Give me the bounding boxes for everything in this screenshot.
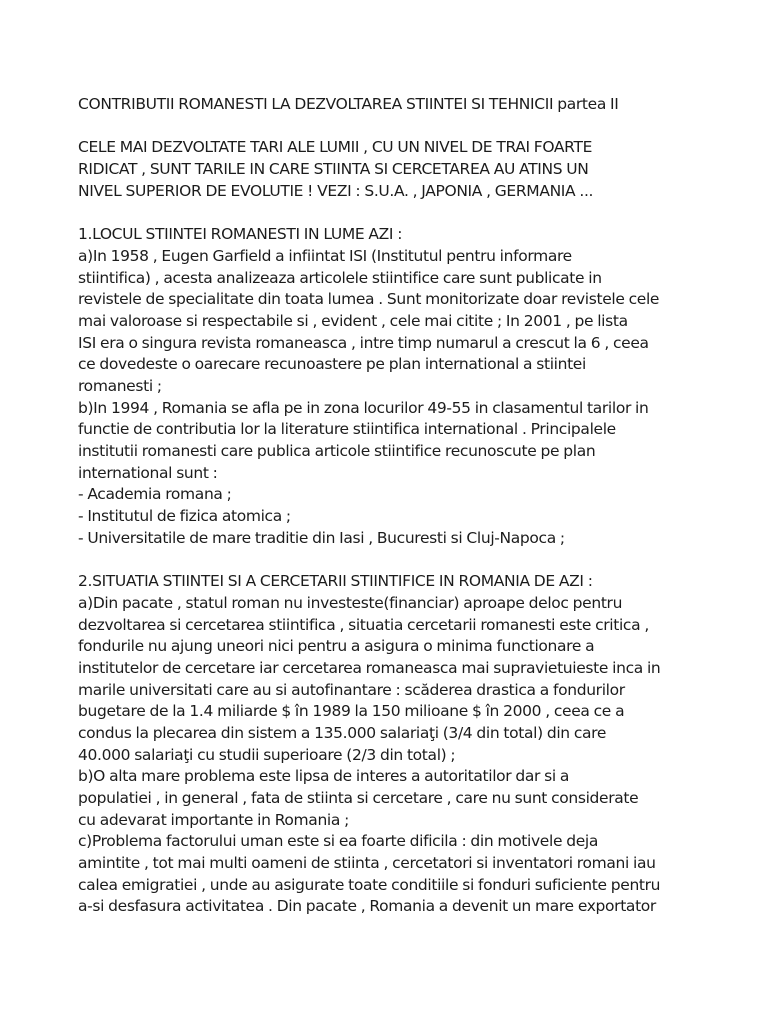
text-line: institutelor de cercetare iar cercetarea romaneasca mai supravietuieste inca in [78, 658, 661, 677]
text-line: romanesti ; [78, 376, 162, 395]
document-page [78, 94, 702, 918]
list-item: - Universitatile de mare traditie din Iasi , Bucuresti si Cluj-Napoca ; [78, 528, 565, 547]
text-line: functie de contributia lor la literature stiintifica international . Principalele [78, 420, 616, 439]
text-line: condus la plecarea din sistem a 135.000 salariaţi (3/4 din total) din care [78, 723, 607, 742]
spacer [78, 116, 702, 138]
text-line: a-si desfasura activitatea . Din pacate , Romania a devenit un mare exportator [78, 897, 656, 916]
text-line: stiintifica) , acesta analizeaza articolele stiintifice care sunt publicate in [78, 268, 602, 287]
text-line: b)In 1994 , Romania se afla pe in zona locurilor 49-55 in clasamentul tarilor in [78, 398, 649, 417]
text-line: ISI era o singura revista romaneasca , intre timp numarul a crescut la 6 , ceea [78, 333, 649, 352]
text-line: 40.000 salariaţi cu studii superioare (2/3 din total) ; [78, 745, 456, 764]
text-line: populatiei , in general , fata de stiinta si cercetare , care nu sunt considerate [78, 789, 639, 807]
text-line: bugetare de la 1.4 miliarde $ în 1989 la 150 milioane $ în 2000 , ceea ce a [78, 702, 625, 721]
text-line: RIDICAT , SUNT TARILE IN CARE STIINTA SI CERCETAREA AU ATINS UN [78, 160, 589, 179]
spacer [78, 202, 702, 224]
text-line: b)O alta mare problema este lipsa de interes a autoritatilor dar si a [78, 767, 570, 786]
text-line: international sunt : [78, 463, 218, 482]
text-line: dezvoltarea si cercetarea stiintifica , situatia cercetarii romanesti este critica , [78, 615, 649, 634]
spacer [78, 549, 702, 571]
list-item: - Institutul de fizica atomica ; [78, 507, 291, 526]
text-line: CELE MAI DEZVOLTATE TARI ALE LUMII , CU UN NIVEL DE TRAI FOARTE [78, 138, 593, 157]
text-line: NIVEL SUPERIOR DE EVOLUTIE ! VEZI : S.U.A. , JAPONIA , GERMANIA ... [78, 181, 594, 200]
text-line: amintite , tot mai multi oameni de stiinta , cercetatori si inventatori romani iau [78, 854, 656, 873]
text-line: a)Din pacate , statul roman nu investeste(financiar) aproape deloc pentru [78, 593, 623, 612]
text-line: c)Problema factorului uman este si ea foarte dificila : din motivele deja [78, 832, 598, 851]
section-heading: 1.LOCUL STIINTEI ROMANESTI IN LUME AZI : [78, 225, 403, 244]
section-heading: 2.SITUATIA STIINTEI SI A CERCETARII STIINTIFICE IN ROMANIA DE AZI : [78, 572, 593, 591]
text-line: marile universitati care au si autofinantare : scăderea drastica a fondurilor [78, 680, 625, 699]
section-2 [78, 571, 702, 918]
text-line: fondurile nu ajung uneori nici pentru a asigura o minima functionare a [78, 637, 595, 656]
text-line: ce dovedeste o oarecare recunoastere pe plan international a stiintei [78, 355, 586, 374]
section-1 [78, 224, 702, 549]
intro-paragraph [78, 137, 702, 202]
list-item: - Academia romana ; [78, 485, 232, 504]
text-line: revistele de specialitate din toata lumea . Sunt monitorizate doar revistele cele [78, 290, 660, 309]
text-line: cu adevarat importante in Romania ; [78, 810, 349, 829]
text-line: mai valoroase si respectabile si , evident , cele mai citite ; In 2001 , pe lista [78, 311, 628, 330]
text-line: calea emigratiei , unde au asigurate toate conditiile si fonduri suficiente pentru [78, 875, 661, 894]
text-line: a)In 1958 , Eugen Garfield a infiintat ISI (Institutul pentru informare [78, 246, 572, 265]
document-title: CONTRIBUTII ROMANESTI LA DEZVOLTAREA STIINTEI SI TEHNICII partea II [78, 95, 619, 113]
text-line: institutii romanesti care publica articole stiintifice recunoscute pe plan [78, 442, 596, 460]
